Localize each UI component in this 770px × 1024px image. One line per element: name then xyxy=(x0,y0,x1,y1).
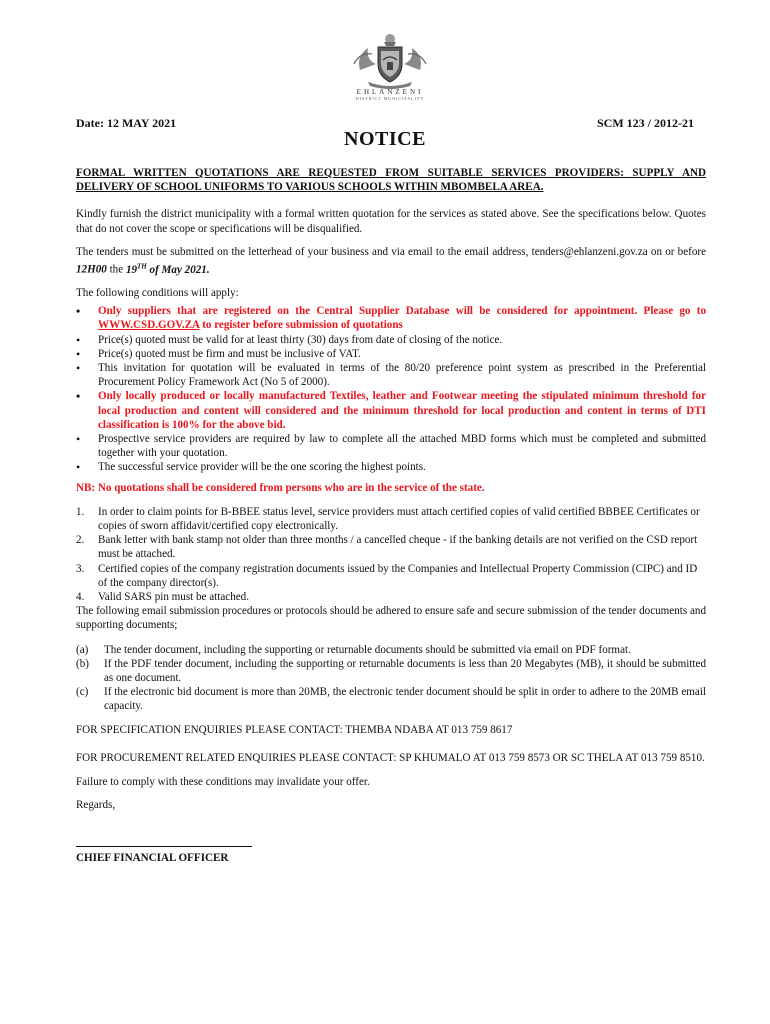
condition-vat: • Price(s) quoted must be firm and must be inclusive of VAT. xyxy=(76,347,706,361)
list-letter: (c) xyxy=(76,686,89,699)
condition-csd xyxy=(76,304,706,332)
email-procedures-intro: The following email submission procedures or protocols should be adhered to ensure safe and secure submission of the tender documents and supporting documents; xyxy=(76,605,706,632)
list-item-text: The tender document, including the supporting or returnable documents should be submitted via email on PDF format. xyxy=(104,643,631,656)
municipality-logo xyxy=(345,30,435,101)
list-item xyxy=(76,643,706,657)
list-number: 2. xyxy=(76,534,85,547)
condition-validity: • Price(s) quoted must be valid for at least thirty (30) days from date of closing of the notice. xyxy=(76,333,706,347)
signature-line xyxy=(76,846,252,847)
list-item-text: In order to claim points for B-BBEE status level, service providers must attach certified copies of valid certified BBBEE Certificates or copies of sworn affidavit/certified copy electronically. xyxy=(98,505,700,532)
specification-contact: FOR SPECIFICATION ENQUIRIES PLEASE CONTACT: THEMBA NDABA AT 013 759 8617 xyxy=(76,723,513,736)
submission-day: 19 xyxy=(125,263,138,276)
submission-time: 12H00 xyxy=(76,263,107,276)
list-item xyxy=(76,685,706,713)
intro-paragraph: Kindly furnish the district municipality with a formal written quotation for the services as stated above. See the specifications below. Quotes that do not cover the scope or specifications will be disqualified. xyxy=(76,208,706,235)
list-item xyxy=(76,505,706,533)
email-procedures-list xyxy=(76,643,706,714)
submission-text: The tenders must be submitted on the letterhead of your business and via email to the email address, tenders@ehlanzeni.gov.za on or before xyxy=(76,245,706,258)
logo-subtitle: DISTRICT MUNICIPALITY xyxy=(355,96,425,101)
submission-day-suffix: TH xyxy=(137,262,147,271)
condition-csd-text-end: to register before submission of quotations xyxy=(199,319,403,332)
procurement-contact: FOR PROCUREMENT RELATED ENQUIRIES PLEASE CONTACT: SP KHUMALO AT 013 759 8573 OR SC THELA AT 013 759 8510. xyxy=(76,751,705,764)
nb-notice: NB: No quotations shall be considered from persons who are in the service of the state. xyxy=(76,481,485,494)
list-letter: (a) xyxy=(76,643,89,656)
list-item xyxy=(76,533,706,561)
condition-local-content: • Only locally produced or locally manufactured Textiles, leather and Footwear meeting the stipulated minimum threshold for local production and content will considered and the minimum threshold for local production and content in terms of DTI classification is 100% for the above bid. xyxy=(76,389,706,432)
csd-link[interactable]: WWW.CSD.GOV.ZA xyxy=(98,319,200,332)
condition-csd-text: Only suppliers that are registered on the Central Supplier Database will be considered for appointment. Please go to xyxy=(98,305,706,318)
notice-body xyxy=(76,166,706,866)
list-item-text: Bank letter with bank stamp not older than three months / a cancelled cheque - if the banking details are not verified on the CSD report must be attached. xyxy=(98,534,698,561)
submission-the: the xyxy=(106,263,126,276)
list-item-text: Valid SARS pin must be attached. xyxy=(98,590,249,603)
condition-preference: • This invitation for quotation will be evaluated in terms of the 80/20 preference point system as prescribed in the Preferential Procurement Policy Framework Act (No 5 of 2000). xyxy=(76,361,706,389)
list-number: 4. xyxy=(76,590,85,603)
notice-date: Date: 12 MAY 2021 xyxy=(76,116,177,130)
list-item xyxy=(76,657,706,685)
failure-warning: Failure to comply with these conditions may invalidate your offer. xyxy=(76,776,370,788)
condition-highest-points: • The successful service provider will be the one scoring the highest points. xyxy=(76,460,706,474)
list-item-text: Certified copies of the company registration documents issued by the Companies and Intellectual Property Commission (CIPC) and ID of the company director(s). xyxy=(98,562,698,589)
list-item-text: If the electronic bid document is more than 20MB, the electronic tender document should be split in order to adhere to the 20MB email capacity. xyxy=(104,686,706,713)
regards: Regards, xyxy=(76,799,116,812)
list-item-text: If the PDF tender document, including the supporting or returnable documents is less than 20 Megabytes (MB), it should be submitted as one document. xyxy=(104,657,706,684)
list-letter: (b) xyxy=(76,657,89,670)
submission-month: of May 2021. xyxy=(146,263,210,276)
list-item xyxy=(76,562,706,590)
reference-number: SCM 123 / 2012-21 xyxy=(597,116,694,130)
list-item xyxy=(76,590,706,604)
logo-name: EHLANZENI xyxy=(356,88,424,96)
page-title: NOTICE xyxy=(344,128,426,150)
conditions-list xyxy=(76,304,706,474)
condition-mbd-forms: • Prospective service providers are required by law to complete all the attached MBD forms which must be completed and submitted together with your quotation. xyxy=(76,432,706,460)
conditions-intro: The following conditions will apply: xyxy=(76,286,239,299)
list-number: 3. xyxy=(76,562,85,575)
list-number: 1. xyxy=(76,505,85,518)
signature-title: CHIEF FINANCIAL OFFICER xyxy=(76,852,229,865)
notice-subject: FORMAL WRITTEN QUOTATIONS ARE REQUESTED FROM SUITABLE SERVICES PROVIDERS: SUPPLY AND DELIVERY OF SCHOOL UNIFORMS TO VARIOUS SCHOOLS WITHIN MBOMBELA AREA. xyxy=(76,167,706,194)
coat-of-arms-icon xyxy=(350,30,430,90)
requirements-list xyxy=(76,505,706,604)
submission-paragraph xyxy=(76,245,706,277)
